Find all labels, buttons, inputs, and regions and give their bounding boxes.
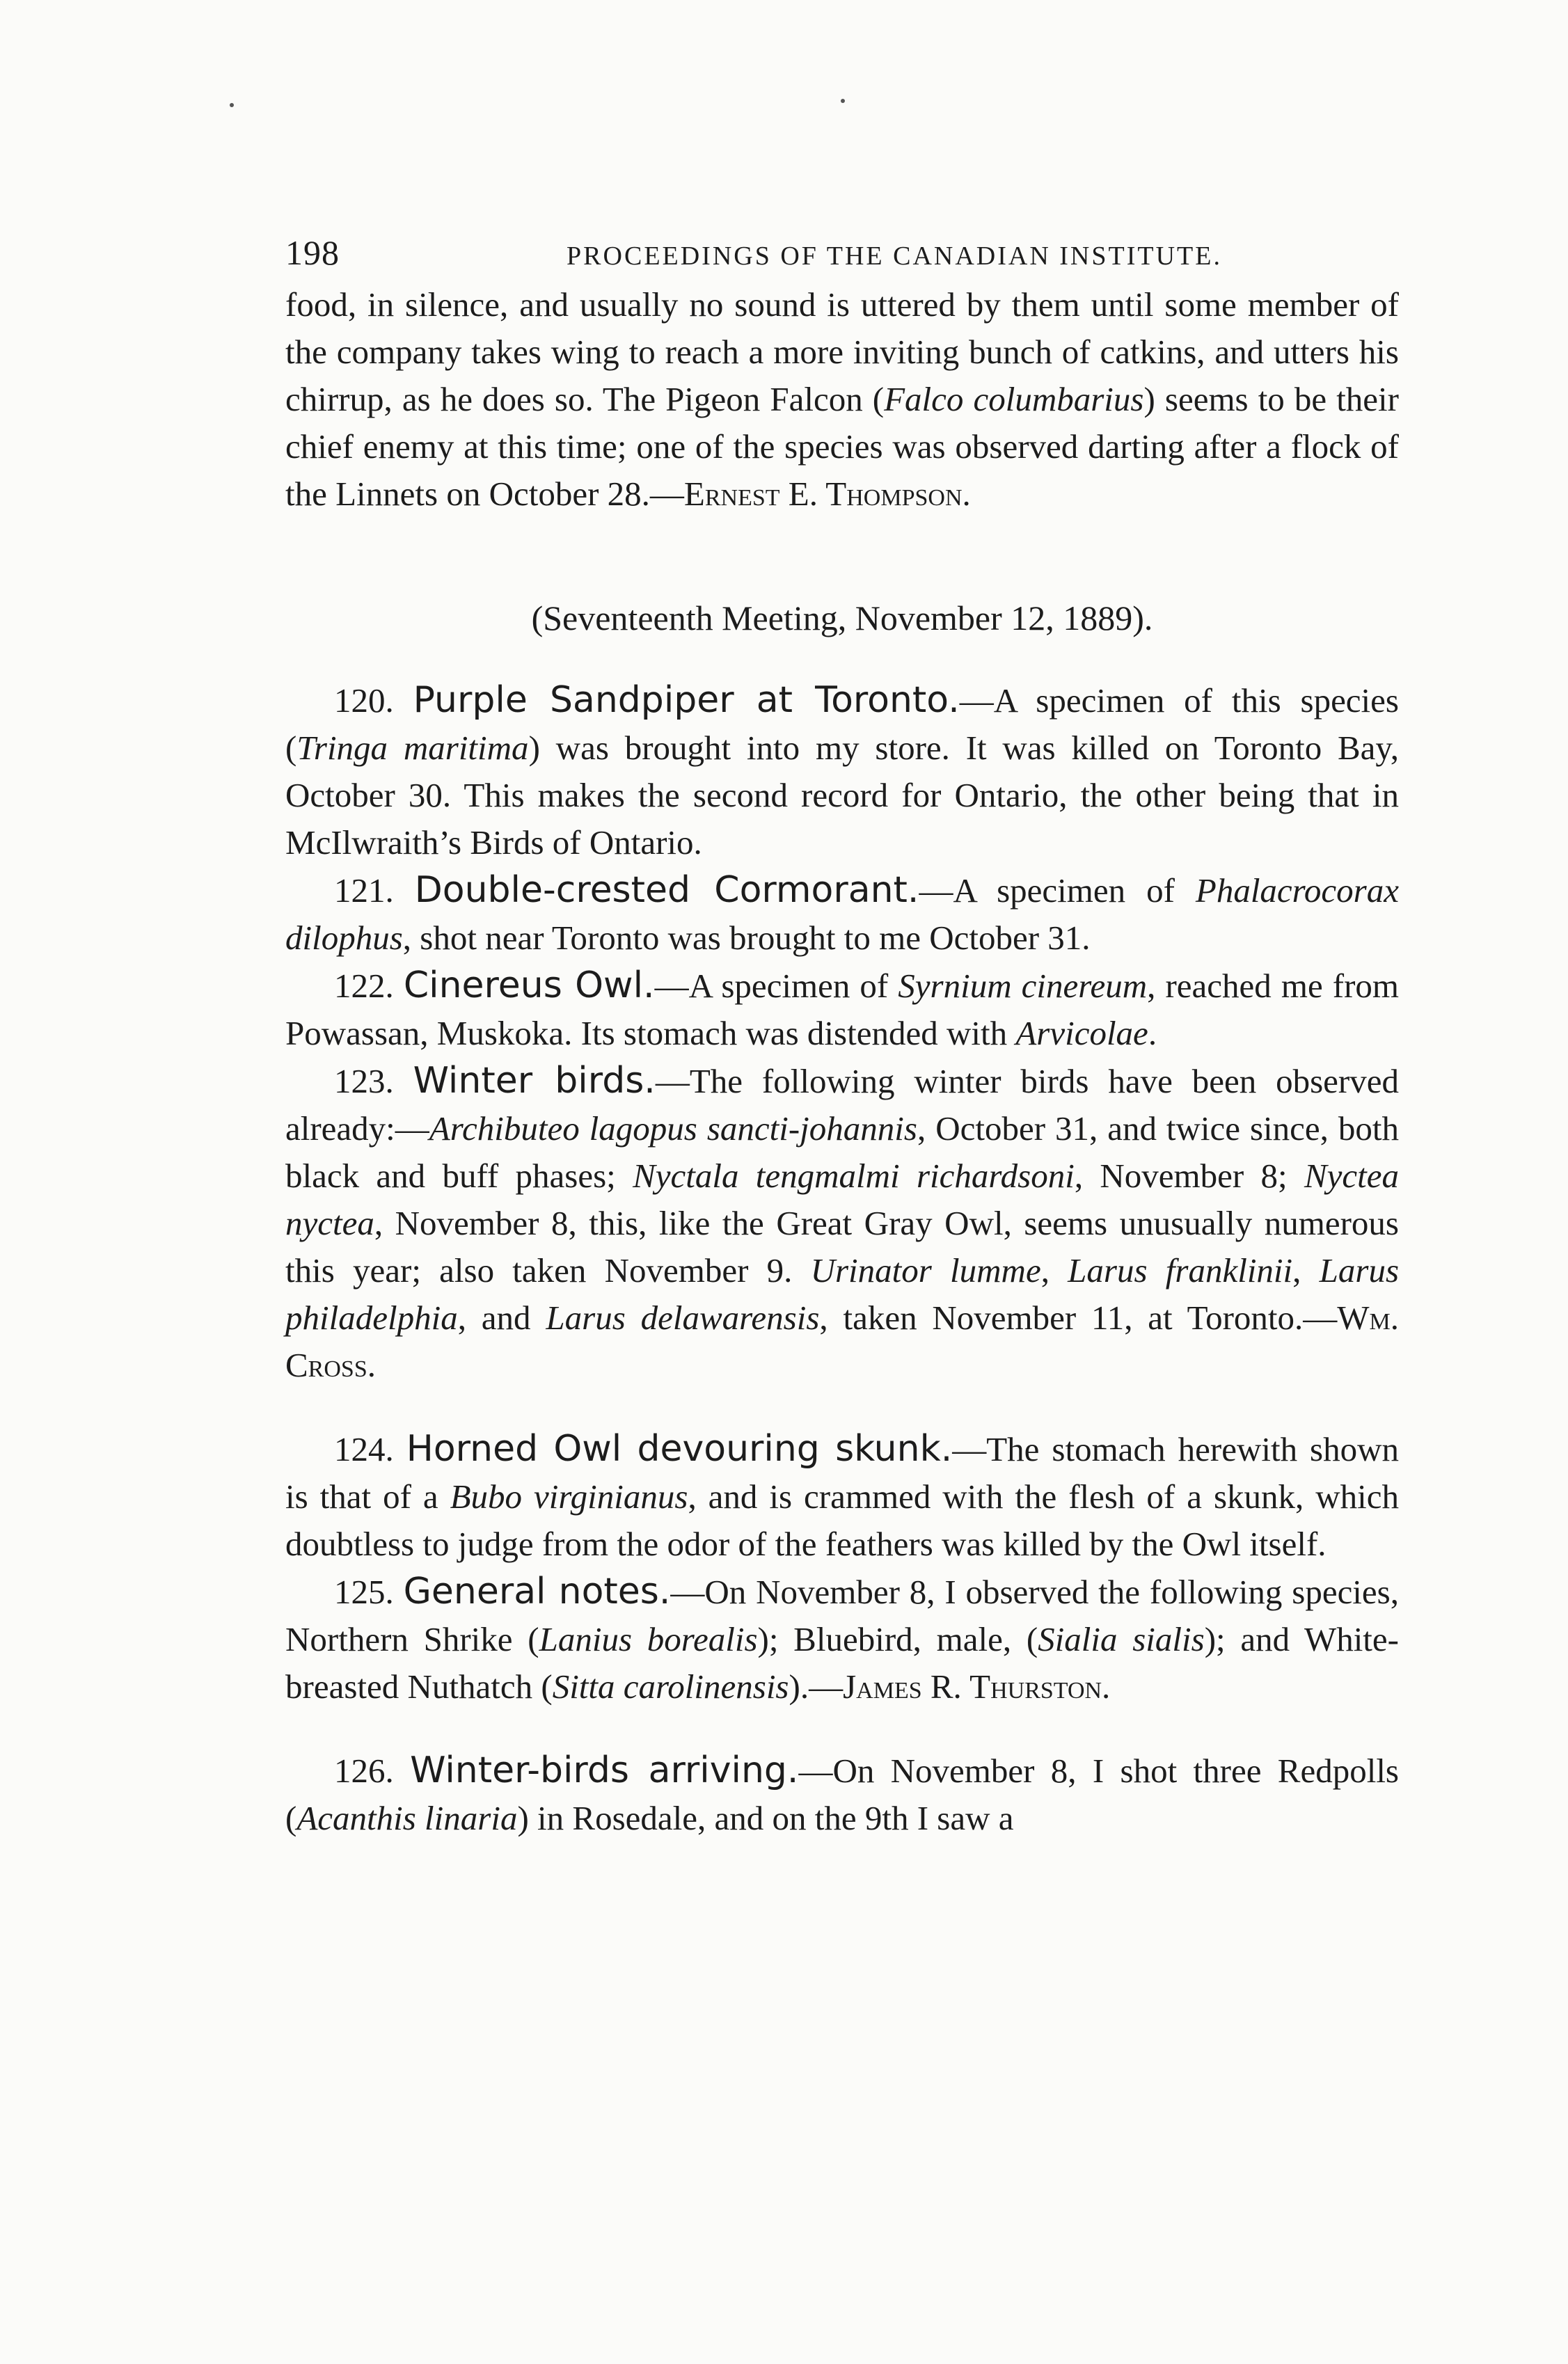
author-signature: Ernest E. Thompson.	[683, 475, 971, 513]
meeting-heading: (Seventeenth Meeting, November 12, 1889).	[531, 598, 1153, 637]
species-name: Syrnium cinereum	[898, 967, 1148, 1005]
species-name: Sitta carolinensis	[552, 1667, 789, 1706]
note-heading: Winter birds.	[413, 1060, 656, 1102]
species-name: Acanthis linaria	[296, 1799, 518, 1837]
species-name: Nyctala tengmalmi richardsoni	[633, 1157, 1075, 1195]
note-120: 120. Purple Sandpiper at Toronto.—A specimen of this species (Tringa maritima) was brought into my store. It was killed on Toronto Bay, October 30. This makes the second record for Ontario, the other being that in McIlwraith’s Birds of Ontario.	[285, 679, 1399, 862]
note-123: 123. Winter birds.—The following winter birds have been observed already:—Archibuteo lagopus sancti-johannis, October 31, and twice since, both black and buff phases; Nyctala tengmalmi richardsoni, November 8; Nyctea nyctea, November 8, this, like the Great Gray Owl, seems unusually numerous this year; also taken November 9. Urinator lumme, Larus franklinii, Larus philadelphia, and Larus delawarensis, taken November 11, at Toronto.—Wm. Cross.	[285, 1060, 1400, 1384]
note-number: 122.	[334, 967, 394, 1005]
species-name: Archibuteo lagopus sancti-johannis	[429, 1109, 917, 1148]
species-name: Nyctea nyctea	[285, 1157, 1399, 1242]
note-heading: Winter-birds arriving.	[410, 1750, 799, 1791]
note-126: 126. Winter-birds arriving.—On November 8, I shot three Redpolls (Acanthis linaria) in Rosedale, and on the 9th I saw a	[285, 1750, 1400, 1837]
species-name: Larus delawarensis	[546, 1299, 820, 1337]
page-number: 198	[285, 233, 340, 272]
running-title: PROCEEDINGS OF THE CANADIAN INSTITUTE.	[567, 241, 1222, 271]
note-number: 125.	[334, 1573, 394, 1611]
note-121: 121. Double-crested Cormorant.—A specimen of Phalacrocorax dilophus, shot near Toronto was brought to me October 31.	[285, 869, 1400, 957]
species-name: Sialia sialis	[1038, 1620, 1205, 1658]
species-name: Phalacrocorax dilophus	[285, 871, 1400, 957]
paragraph-continued: food, in silence, and usually no sound is uttered by them until some member of the company takes wing to reach a more inviting bunch of catkins, and utters his chirrup, as he does so. The Pigeon Falcon (Falco columbarius) seems to be their chief enemy at this time; one of the species was observed darting after a flock of the Linnets on October 28.—Ernest E. Thompson.	[285, 285, 1399, 513]
note-number: 126.	[334, 1752, 394, 1790]
species-name: Bubo virginianus	[450, 1477, 688, 1516]
species-name: Tringa maritima	[296, 729, 529, 767]
scan-speck	[841, 99, 845, 103]
running-header	[285, 232, 1399, 281]
author-signature: James R. Thurston.	[843, 1667, 1111, 1706]
page-body	[285, 232, 1399, 1842]
note-number: 124.	[334, 1430, 394, 1468]
note-125: 125. General notes.—On November 8, I observed the following species, Northern Shrike (Lanius borealis); Bluebird, male, (Sialia sialis); and White-breasted Nuthatch (Sitta carolinensis).—James R. Thurston.	[285, 1571, 1399, 1706]
note-heading: Cinereus Owl.	[403, 965, 655, 1006]
note-number: 120.	[334, 681, 394, 720]
note-122: 122. Cinereus Owl.—A specimen of Syrnium cinereum, reached me from Powassan, Muskoka. Its stomach was distended with Arvicolae.	[285, 965, 1400, 1052]
note-124: 124. Horned Owl devouring skunk.—The stomach herewith shown is that of a Bubo virginianus, and is crammed with the flesh of a skunk, which doubtless to judge from the odor of the feathers was killed by the Owl itself.	[285, 1428, 1400, 1563]
species-name: Falco columbarius	[884, 380, 1144, 418]
species-name: Urinator lumme	[810, 1251, 1041, 1290]
species-name: Larus franklinii	[1068, 1251, 1293, 1290]
species-name: Lanius borealis	[539, 1620, 758, 1658]
note-number: 123.	[334, 1062, 394, 1100]
author-signature: Wm. Cross.	[285, 1299, 1400, 1384]
note-heading: Double-crested Cormorant.	[414, 869, 919, 911]
scan-speck	[230, 103, 234, 107]
note-heading: Horned Owl devouring skunk.	[406, 1428, 953, 1470]
species-name: Larus philadelphia	[285, 1251, 1400, 1337]
taxon-name: Arvicolae	[1015, 1014, 1148, 1052]
note-heading: Purple Sandpiper at Toronto.	[413, 679, 960, 721]
note-number: 121.	[334, 871, 394, 910]
note-heading: General notes.	[403, 1571, 671, 1612]
